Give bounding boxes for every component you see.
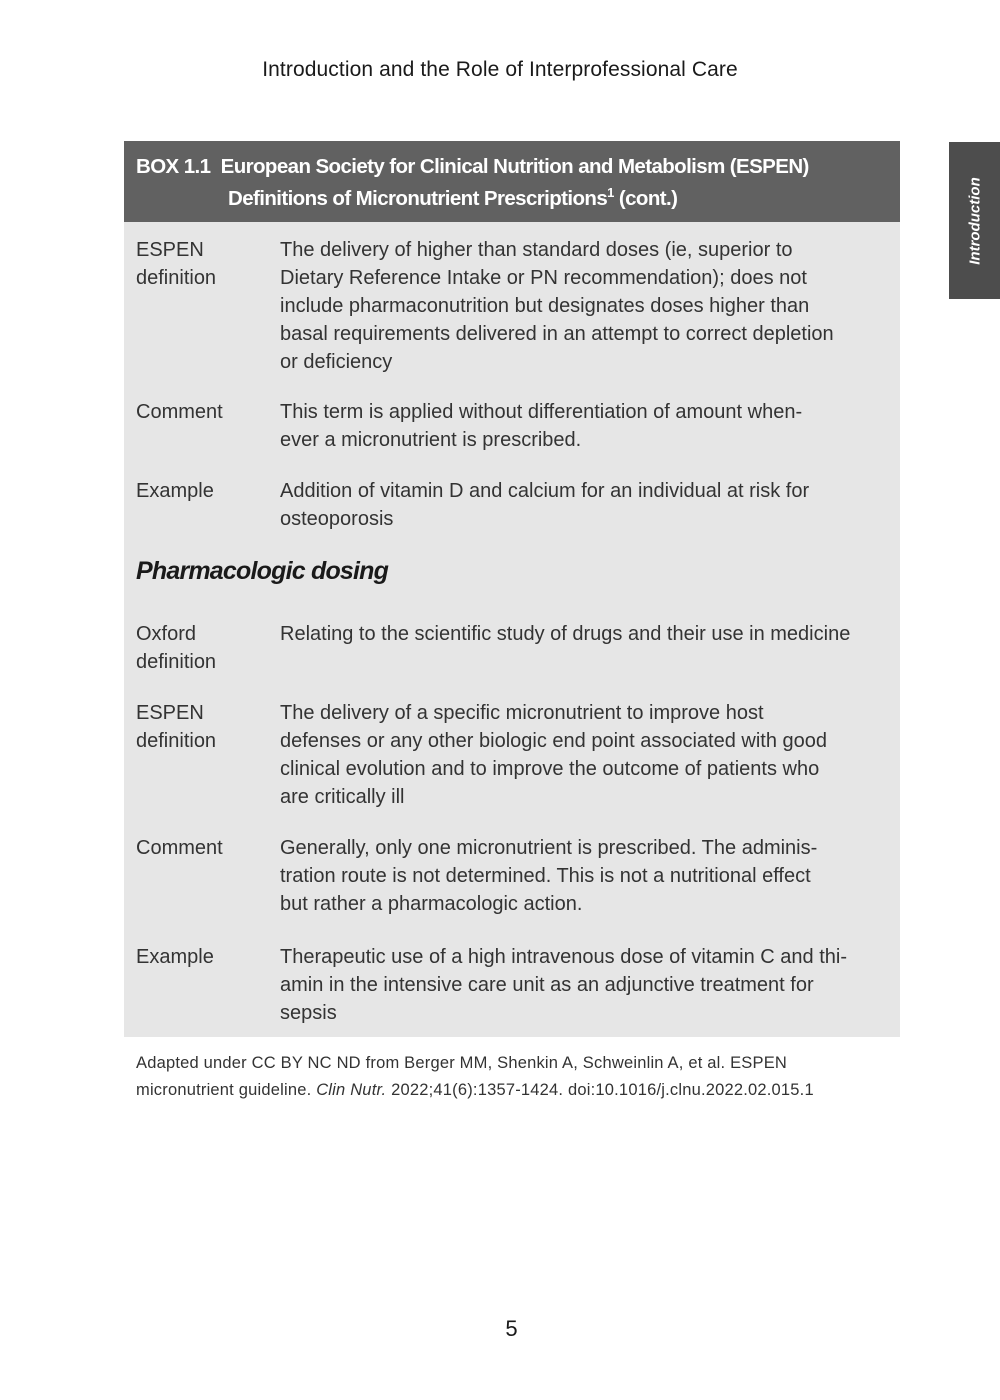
row-term bbox=[136, 398, 276, 426]
definition-line: Addition of vitamin D and calcium for an individual at risk for bbox=[280, 480, 810, 502]
definition-line: but rather a pharmacologic action. bbox=[280, 893, 583, 915]
definition-line: sepsis bbox=[280, 1002, 337, 1024]
definitions-box bbox=[124, 141, 900, 1037]
box-title-line1 bbox=[136, 155, 809, 179]
definition-line: amin in the intensive care unit as an adjunctive treatment for bbox=[280, 974, 814, 996]
row-term bbox=[136, 620, 276, 676]
definition-line: basal requirements delivered in an attempt to correct depletion bbox=[280, 323, 834, 345]
box-subtitle: Definitions of Micronutrient Prescriptions bbox=[228, 186, 608, 210]
definition-line: Dietary Reference Intake or PN recommendation); does not bbox=[280, 267, 807, 289]
side-tab-label: Introduction bbox=[966, 176, 983, 265]
box-title: European Society for Clinical Nutrition and Metabolism (ESPEN) bbox=[220, 155, 809, 178]
term-line: Oxford bbox=[136, 623, 197, 645]
term-line: definition bbox=[136, 267, 217, 289]
definition-line: clinical evolution and to improve the outcome of patients who bbox=[280, 758, 820, 780]
box-title-suffix: (cont.) bbox=[613, 186, 678, 210]
box-header bbox=[124, 141, 900, 222]
row-definition bbox=[280, 398, 892, 454]
footnote-ref: 1 bbox=[607, 185, 614, 200]
term-line: Example bbox=[136, 480, 214, 502]
definition-line: The delivery of higher than standard doses (ie, superior to bbox=[280, 239, 793, 261]
definition-line: Generally, only one micronutrient is prescribed. The adminis- bbox=[280, 837, 818, 859]
term-line: ESPEN bbox=[136, 702, 204, 724]
definition-line: Relating to the scientific study of drugs and their use in medicine bbox=[280, 623, 851, 645]
citation-details: 2022;41(6):1357-1424. doi:10.1016/j.clnu.2022.02.015.1 bbox=[386, 1081, 814, 1099]
page-number: 5 bbox=[505, 1316, 518, 1341]
row-term bbox=[136, 834, 276, 862]
box-label: BOX 1.1 bbox=[136, 155, 211, 178]
definition-line: Therapeutic use of a high intravenous dose of vitamin C and thi- bbox=[280, 946, 847, 968]
definition-line: This term is applied without differentiation of amount when- bbox=[280, 401, 803, 423]
term-line: definition bbox=[136, 651, 217, 673]
box-title-line2 bbox=[228, 185, 677, 211]
definition-line: or deficiency bbox=[280, 351, 393, 373]
definition-line: defenses or any other biologic end point associated with good bbox=[280, 730, 828, 752]
row-term bbox=[136, 477, 276, 505]
definition-line: osteoporosis bbox=[280, 508, 394, 530]
row-definition bbox=[280, 834, 892, 918]
row-term bbox=[136, 943, 276, 971]
definition-line: are critically ill bbox=[280, 786, 405, 808]
source-text: micronutrient guideline. bbox=[136, 1081, 317, 1099]
row-definition bbox=[280, 477, 892, 533]
term-line: ESPEN bbox=[136, 239, 204, 261]
row-term bbox=[136, 699, 276, 755]
definition-line: include pharmaconutrition but designates doses higher than bbox=[280, 295, 810, 317]
journal-name: Clin Nutr. bbox=[316, 1081, 387, 1099]
definition-line: tration route is not determined. This is not a nutritional effect bbox=[280, 865, 811, 887]
row-definition bbox=[280, 620, 892, 648]
row-term bbox=[136, 236, 276, 292]
definition-line: The delivery of a specific micronutrient to improve host bbox=[280, 702, 764, 724]
term-line: definition bbox=[136, 730, 217, 752]
row-definition bbox=[280, 943, 892, 1027]
term-line: Comment bbox=[136, 401, 223, 423]
term-line: Example bbox=[136, 946, 214, 968]
term-line: Comment bbox=[136, 837, 223, 859]
source-note bbox=[136, 1050, 906, 1104]
definition-line: ever a micronutrient is prescribed. bbox=[280, 429, 582, 451]
row-definition bbox=[280, 699, 892, 811]
source-line bbox=[136, 1077, 906, 1104]
row-definition bbox=[280, 236, 892, 376]
section-heading: Pharmacologic dosing bbox=[136, 557, 389, 585]
running-head: Introduction and the Role of Interprofessional Care bbox=[262, 58, 738, 81]
section-side-tab bbox=[949, 142, 1000, 299]
source-line: Adapted under CC BY NC ND from Berger MM, Shenkin A, Schweinlin A, et al. ESPEN bbox=[136, 1054, 788, 1072]
